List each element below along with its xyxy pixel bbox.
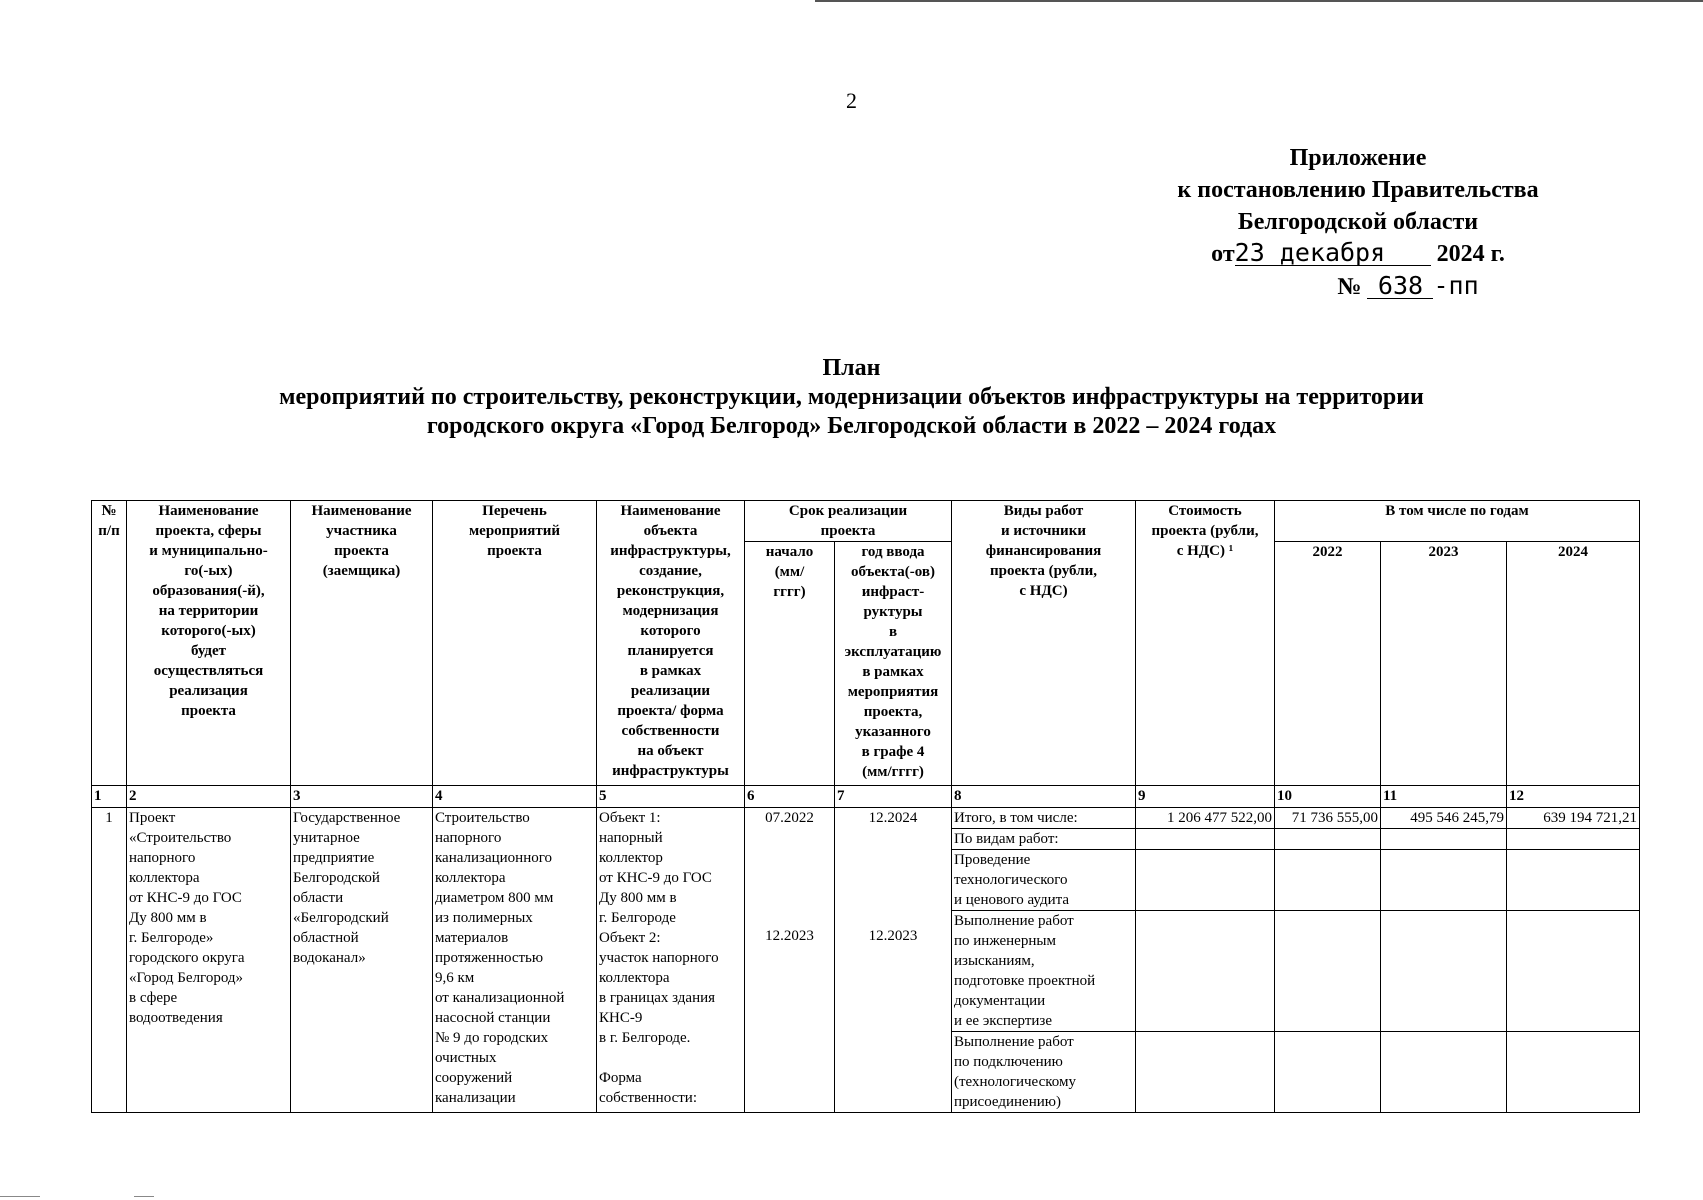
column-number: 3 bbox=[291, 786, 433, 808]
column-number: 4 bbox=[433, 786, 597, 808]
date-year: 2024 г. bbox=[1436, 241, 1505, 267]
title-line1: План bbox=[822, 355, 881, 381]
cost-2022 bbox=[1275, 911, 1381, 1032]
cost-2022 bbox=[1275, 829, 1381, 850]
header-measures: Перечень мероприятий проекта bbox=[433, 501, 597, 786]
cost-total: 1 206 477 522,00 bbox=[1136, 808, 1275, 829]
column-number: 5 bbox=[597, 786, 745, 808]
column-number-row bbox=[92, 786, 1640, 808]
cost-2023 bbox=[1381, 850, 1507, 911]
header-object: Наименование объекта инфраструктуры, создание, реконструкция, модернизация которого планируется в рамках реализации проекта/ форма собственности на объект инфраструктуры bbox=[597, 501, 745, 786]
date-prefix: от bbox=[1211, 241, 1235, 267]
header-years: В том числе по годам bbox=[1275, 501, 1640, 542]
cost-total bbox=[1136, 911, 1275, 1032]
column-number: 12 bbox=[1507, 786, 1640, 808]
scan-artifact bbox=[0, 1196, 40, 1197]
date-handwritten: 23 декабря bbox=[1235, 241, 1431, 266]
scan-top-line bbox=[815, 0, 1703, 2]
header-num: № п/п bbox=[92, 501, 127, 786]
header-cost: Стоимость проекта (рубли, с НДС) ¹ bbox=[1136, 501, 1275, 786]
appendix-line3: Белгородской области bbox=[1237, 209, 1479, 235]
document-title bbox=[0, 354, 1703, 441]
cost-2023 bbox=[1381, 829, 1507, 850]
column-number: 9 bbox=[1136, 786, 1275, 808]
header-row-1 bbox=[92, 501, 1640, 542]
commission-date-1: 12.2024 bbox=[868, 810, 918, 826]
cost-2024 bbox=[1507, 911, 1640, 1032]
cost-2024 bbox=[1507, 829, 1640, 850]
row-objects: Объект 1: напорный коллектор от КНС-9 до ГОС Ду 800 мм в г. Белгороде Объект 2: участок напорного коллектора в границах здания КНС-9 в г. Белгороде. Форма собственности: bbox=[597, 808, 745, 1113]
column-number: 1 bbox=[92, 786, 127, 808]
appendix-block bbox=[1148, 142, 1568, 303]
row-start-dates bbox=[745, 808, 835, 1113]
cost-total bbox=[1136, 829, 1275, 850]
header-commission: год ввода объекта(-ов) инфраст- руктуры в эксплуатацию в рамках мероприятия проекта, указанного в графе 4 (мм/гггг) bbox=[835, 542, 952, 786]
cost-2022 bbox=[1275, 1032, 1381, 1113]
cost-2023 bbox=[1381, 1032, 1507, 1113]
appendix-date bbox=[1148, 238, 1568, 270]
number-handwritten: 638 bbox=[1367, 274, 1433, 299]
cost-total bbox=[1136, 850, 1275, 911]
header-project: Наименование проекта, сферы и муниципально- го(-ых) образования(-й), на территории которого(-ых) будет осуществляться реализация проекта bbox=[127, 501, 291, 786]
row-participant: Государственное унитарное предприятие Белгородской области «Белгородский областной водоканал» bbox=[291, 808, 433, 1113]
work-total-label: Итого, в том числе: bbox=[952, 808, 1136, 829]
header-works: Виды работ и источники финансирования проекта (рубли, с НДС) bbox=[952, 501, 1136, 786]
table-row bbox=[92, 808, 1640, 829]
start-date-2: 12.2023 bbox=[765, 928, 814, 944]
page-number: 2 bbox=[846, 88, 857, 113]
work-audit-label: Проведение технологического и ценового аудита bbox=[952, 850, 1136, 911]
column-number: 11 bbox=[1381, 786, 1507, 808]
work-connection-label: Выполнение работ по подключению (технологическому присоединению) bbox=[952, 1032, 1136, 1113]
cost-2024 bbox=[1507, 1032, 1640, 1113]
header-year-2023: 2023 bbox=[1381, 542, 1507, 786]
title-line3: городского округа «Город Белгород» Белгородской области в 2022 – 2024 годах bbox=[426, 413, 1277, 439]
title-line2: мероприятий по строительству, реконструкции, модернизации объектов инфраструктуры на территории bbox=[279, 384, 1424, 410]
column-number: 2 bbox=[127, 786, 291, 808]
cost-2024: 639 194 721,21 bbox=[1507, 808, 1640, 829]
work-type-label: По видам работ: bbox=[952, 829, 1136, 850]
row-project: Проект «Строительство напорного коллектора от КНС-9 до ГОС Ду 800 мм в г. Белгороде» городского округа «Город Белгород» в сфере водоотведения bbox=[127, 808, 291, 1113]
plan-table bbox=[91, 500, 1640, 1113]
number-suffix: -пп bbox=[1433, 271, 1479, 300]
commission-date-2: 12.2023 bbox=[868, 928, 918, 944]
column-number: 10 bbox=[1275, 786, 1381, 808]
row-measures: Строительство напорного канализационного коллектора диаметром 800 мм из полимерных материалов протяженностью 9,6 км от канализационной насосной станции № 9 до городских очистных сооружений канализации bbox=[433, 808, 597, 1113]
row-commission-dates bbox=[835, 808, 952, 1113]
appendix-number bbox=[1148, 270, 1568, 303]
work-survey-label: Выполнение работ по инженерным изысканиям, подготовке проектной документации и ее экспертизе bbox=[952, 911, 1136, 1032]
header-year-2022: 2022 bbox=[1275, 542, 1381, 786]
column-number: 6 bbox=[745, 786, 835, 808]
cost-2022: 71 736 555,00 bbox=[1275, 808, 1381, 829]
header-start: начало (мм/ гггг) bbox=[745, 542, 835, 786]
header-year-2024: 2024 bbox=[1507, 542, 1640, 786]
scan-artifact bbox=[134, 1196, 154, 1197]
cost-2023 bbox=[1381, 911, 1507, 1032]
start-date-1: 07.2022 bbox=[765, 810, 814, 826]
cost-2022 bbox=[1275, 850, 1381, 911]
header-participant: Наименование участника проекта (заемщика) bbox=[291, 501, 433, 786]
column-number: 8 bbox=[952, 786, 1136, 808]
cost-2023: 495 546 245,79 bbox=[1381, 808, 1507, 829]
header-period: Срок реализации проекта bbox=[745, 501, 952, 542]
cost-total bbox=[1136, 1032, 1275, 1113]
appendix-line2: к постановлению Правительства bbox=[1177, 177, 1539, 203]
row-number: 1 bbox=[92, 808, 127, 1113]
number-prefix: № bbox=[1337, 274, 1362, 300]
cost-2024 bbox=[1507, 850, 1640, 911]
column-number: 7 bbox=[835, 786, 952, 808]
appendix-line1: Приложение bbox=[1289, 145, 1427, 171]
